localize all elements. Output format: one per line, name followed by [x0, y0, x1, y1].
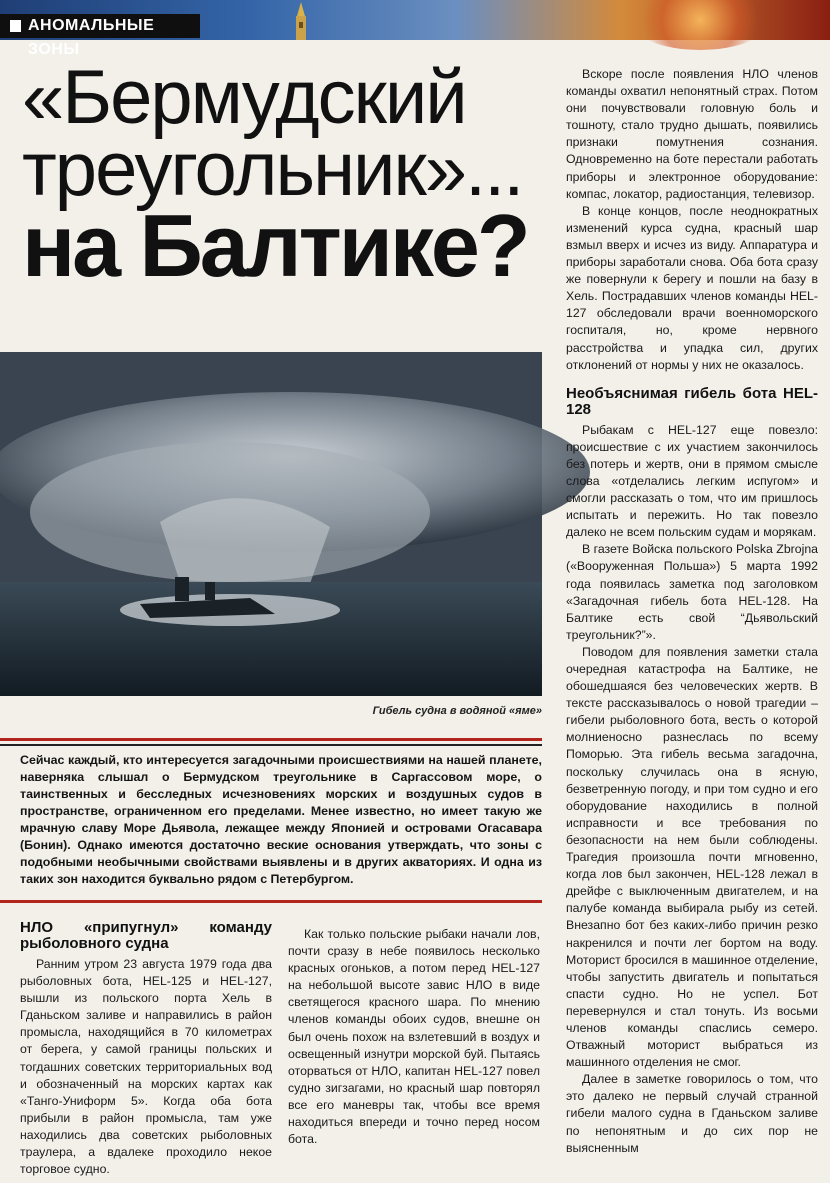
sunset-glow	[630, 0, 770, 50]
section1-paragraph-1: Ранним утром 23 августа 1979 года два рыболовных бота, HEL-125 и HEL-127, вышли из польского порта Хель в Гданьском заливе и направились в район промысла, находящийся в 70 километрах от берега, у самой границы польских и тогдашних советских территориальных вод и обозначенный на морских картах как «Танго-Униформ 5». Когда оба бота прибыли в район промысла, там уже находились два советских рыболовных траулера, а вдалеке проходило некое торговое судно.	[20, 957, 272, 1177]
tower-icon	[288, 2, 314, 40]
right-paragraph-6: Далее в заметке говорилось о том, что это далеко не первый случай странной гибели малого судна в Гданьском заливе по непонятным и до сих пор не выясненным	[566, 1072, 818, 1155]
right-paragraph-2: В конце концов, после неоднократных изменений курса судна, красный шар взмыл вверх и исчез из виду. Аппаратура и приборы заработали снова. Оба бота сразу же повернули к берегу и пошли на базу в Хель. Пострадавших членов команды HEL-127 обследовали врачи военноморского госпиталя, но, кроме нервного расстройства и упадка сил, других отклонений от нормы у них не оказалось.	[566, 203, 818, 372]
storm-photo	[0, 352, 542, 696]
storm-illustration	[0, 352, 542, 696]
section1-heading: НЛО «припугнул» команду рыболовного судна	[20, 919, 272, 952]
section-label: АНОМАЛЬНЫЕ ЗОНЫ	[0, 14, 200, 38]
title-line-3: на Балтике?	[22, 196, 528, 295]
right-paragraph-5: Поводом для появления заметки стала очередная катастрофа на Балтике, не обошедшаяся без человеческих жертв. В тексте рассказывалось о новой трагедии – гибели рыболовного бота, весть о которой молниеносно разнеслась по всему Поморью. Эта гибель весьма загадочна, поскольку случилась она в ясную, безветренную погоду, и при том судно и его оборудование находились в полной исправности и все требования по безопасности на нем были соблюдены. Трагедия произошла почти мгновенно, когда лов был закончен, HEL-128 лежал в дрейфе с выключенным двигателем, и на палубе команда выбирала рыбу из сетей. Внезапно бот без каких-либо причин резко накренился и почти лег бортом на воду. Моторист бросился в машинное отделение, чтобы запустить двигатель и попытаться спасти судно. Но не успел. Бот перевернулся и стал тонуть. Из восьми членов команды спаслись семеро. Отважный моторист выбраться из машинного отделения не смог.	[566, 644, 818, 1070]
right-paragraph-4: В газете Войска польского Polska Zbrojna («Вооруженная Польша») 5 марта 1992 года появилась заметка под заголовком «Загадочная гибель бота HEL-128. На Балтике есть свой “Дьявольский треугольник?”».	[566, 542, 818, 642]
lead-bottom-rule	[0, 900, 542, 903]
column-left	[20, 920, 272, 1178]
lead-top-rule-thin	[0, 744, 542, 746]
column-middle	[288, 926, 540, 1148]
title-line-2: треугольник»...	[22, 127, 523, 212]
right-paragraph-3: Рыбакам с HEL-127 еще повезло: происшествие с их участием закончилось без потерь и жертв, они в прямом смысле слова «отделались легким испугом» и смогли рассказать о том, что им пришлось испытать и пережить. Но так повезло далеко не всем польским судам и морякам.	[566, 422, 818, 540]
photo-caption: Гибель судна в водяной «яме»	[372, 705, 542, 717]
title-line-1: «Бермудский	[22, 55, 466, 140]
lead-top-rule	[0, 738, 542, 741]
section-banner	[0, 0, 830, 58]
section2-heading: Необъяснимая гибель бота HEL-128	[566, 384, 818, 418]
right-paragraph-1: Вскоре после появления НЛО членов команды охватил непонятный страх. Потом они почувствовали головную боль и тошноту, стало трудно дышать, появились признаки помутнения сознания. Одновременно на боте перестали работать приборы и электронное оборудование: компас, локатор, радиостанция, телевизор.	[566, 67, 818, 201]
article-title	[22, 55, 542, 295]
lead-paragraph: Сейчас каждый, кто интересуется загадочными происшествиями на нашей планете, наверняка слышал о Бермудском треугольнике в Саргассовом море, о таинственных и бесследных исчезновениях морских и воздушных судов в пространстве, ограниченном его пределами. Менее известно, но имеет такую же мрачную славу Море Дьявола, лежащее между Японией и островами Огасавара (Бонин). Однако имеются достаточно веские основания утверждать, что зоны с подобными необычными свойствами выявлены и в других акваториях. И одна из таких зон находится буквально рядом с Петербургом.	[20, 753, 542, 886]
column-right	[566, 66, 818, 1157]
section1-paragraph-2: Как только польские рыбаки начали лов, почти сразу в небе появилось несколько красных огоньков, а потом перед HEL-127 на небольшой высоте завис НЛО в виде светящегося красного шара. По мнению членов команды обоих судов, внешне он был очень похож на взлетевший в воздух и освещенный изнутри морской буй. Пытаясь оторваться от НЛО, капитан HEL-127 повел судно зигзагами, но красный шар повторял все его маневры так, чтобы все время находиться впереди и точно перед носом бота.	[288, 927, 540, 1147]
